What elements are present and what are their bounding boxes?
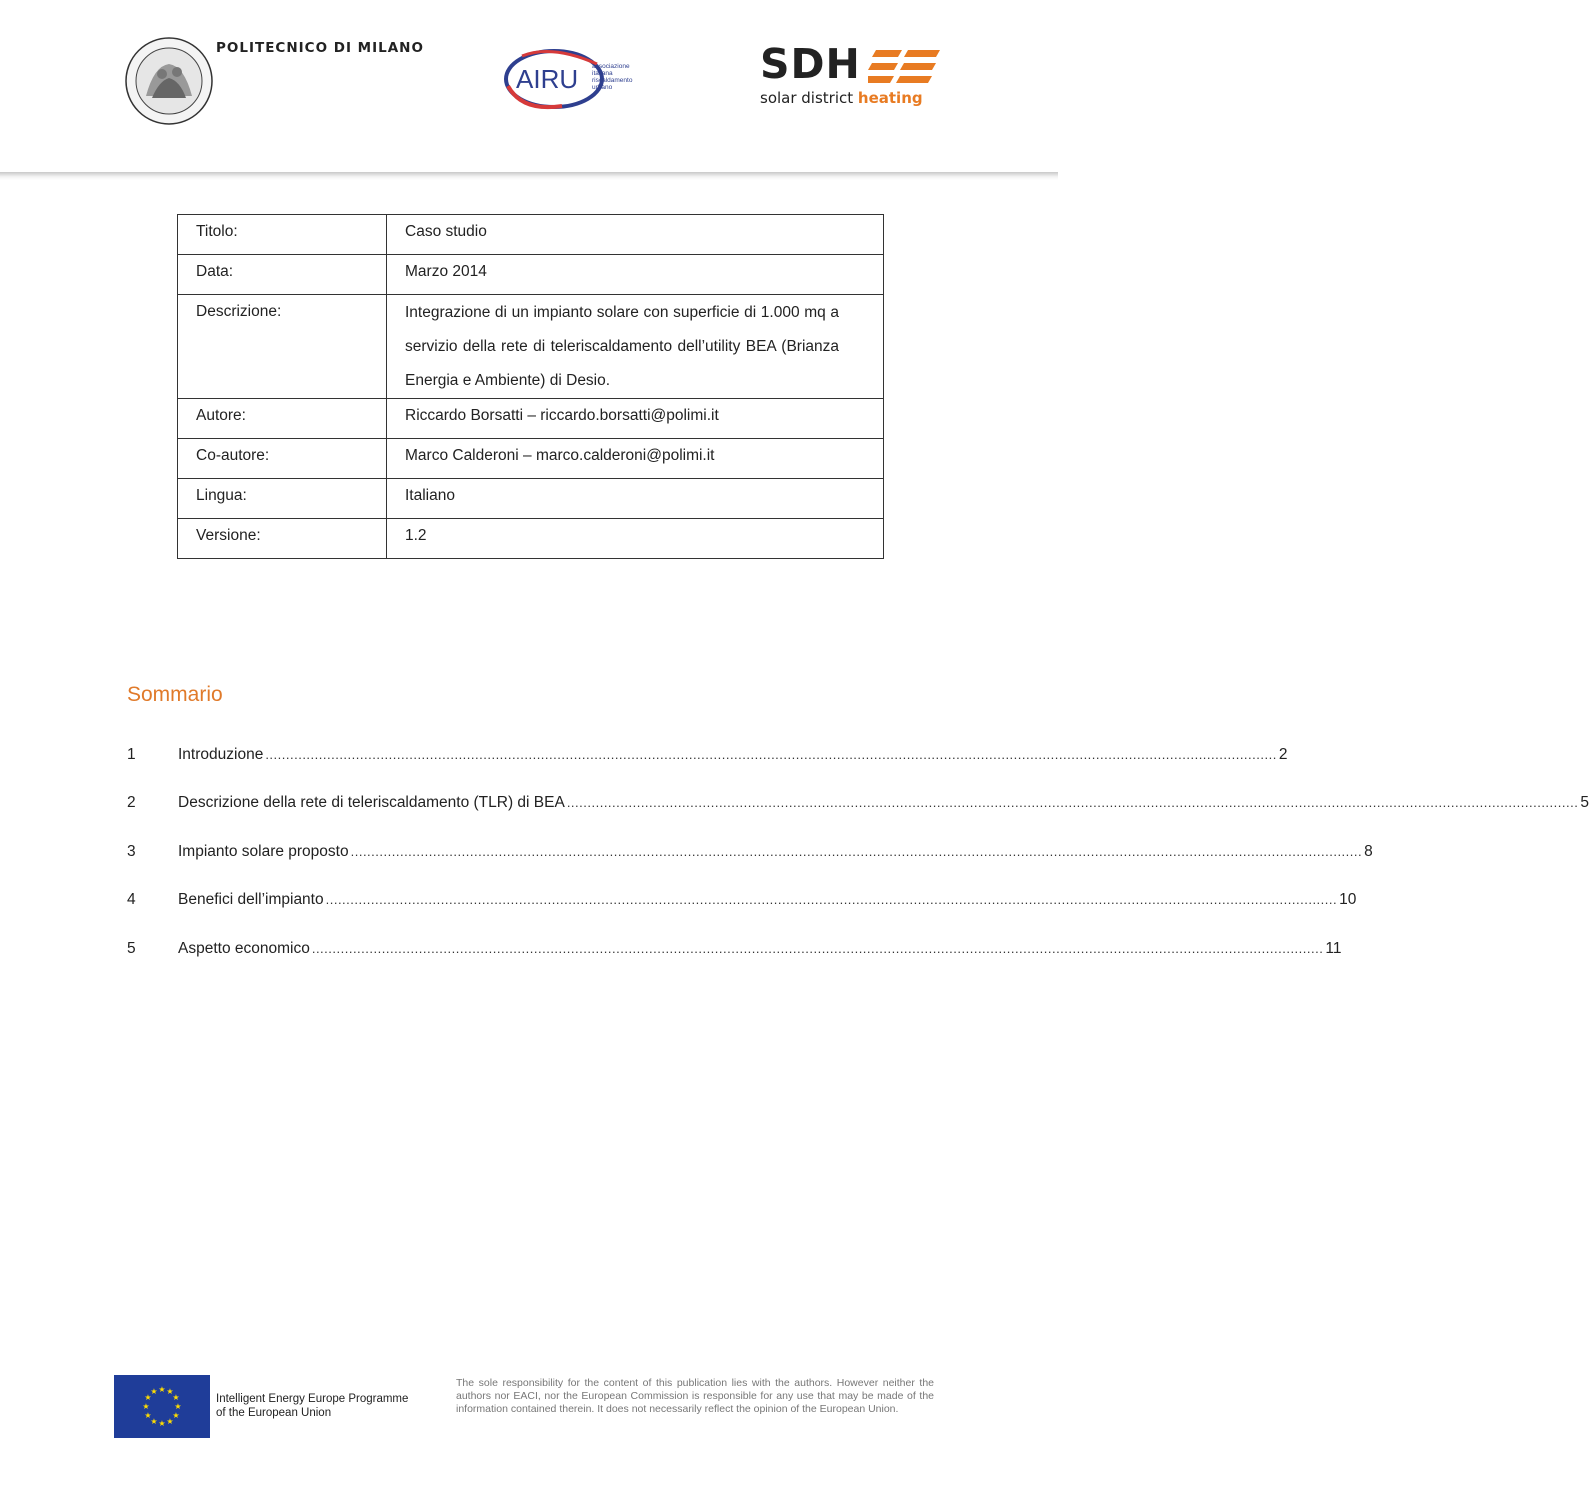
svg-text:★: ★ <box>144 1393 152 1402</box>
sdh-acronym: SDH <box>760 40 861 88</box>
svg-text:★: ★ <box>158 1419 166 1428</box>
toc-entry[interactable] <box>127 940 1342 962</box>
svg-text:★: ★ <box>158 1385 166 1394</box>
svg-text:★: ★ <box>144 1411 152 1420</box>
row-value: Caso studio <box>387 215 884 255</box>
sommario-heading: Sommario <box>127 683 223 706</box>
svg-text:★: ★ <box>150 1387 158 1396</box>
eu-programme-line1: Intelligent Energy Europe Programme <box>216 1393 409 1405</box>
disclaimer-text: The sole responsibility for the content of this publication lies with the authors. However neither the authors nor EACI, nor the European Commission is responsible for any use that may be made of the information contained therein. It does not necessarily reflect the opinion of the European Union. <box>456 1377 934 1415</box>
toc-title: Descrizione della rete di teleriscaldamento (TLR) di BEA <box>178 794 565 811</box>
toc-leader-dots: ...................................................................................................................................................................................................................................................... <box>265 747 1277 762</box>
polimi-logo <box>124 36 424 126</box>
table-row <box>178 215 884 255</box>
toc-leader-dots: ...................................................................................................................................................................................................................................................... <box>325 892 1338 907</box>
airu-tagline-3: riscaldamento <box>592 77 633 84</box>
row-value: Marco Calderoni – marco.calderoni@polimi.it <box>387 439 884 479</box>
sdh-subtitle <box>760 89 923 107</box>
toc-number: 4 <box>127 891 136 908</box>
toc-title: Introduzione <box>178 746 264 763</box>
toc-title: Impianto solare proposto <box>178 843 349 860</box>
svg-text:★: ★ <box>150 1417 158 1426</box>
eu-programme-text <box>216 1392 408 1420</box>
row-label: Titolo: <box>178 215 387 255</box>
polimi-seal-icon <box>124 36 214 126</box>
toc-page-number: 5 <box>1580 794 1589 811</box>
sdh-bars-icon <box>868 50 940 84</box>
toc-page-number: 8 <box>1364 843 1373 860</box>
sdh-subtitle-plain: solar district <box>760 89 858 107</box>
airu-logo <box>502 46 642 112</box>
row-value: Riccardo Borsatti – riccardo.borsatti@polimi.it <box>387 399 884 439</box>
toc-number: 2 <box>127 794 136 811</box>
eu-stars-icon <box>114 1375 210 1438</box>
toc-entry[interactable] <box>127 794 1589 816</box>
airu-acronym: AIRU <box>516 64 579 94</box>
sdh-logo <box>760 40 950 112</box>
toc-page-number: 10 <box>1339 891 1357 908</box>
airu-logo-icon <box>502 46 642 112</box>
toc-number: 3 <box>127 843 136 860</box>
table-row <box>178 255 884 295</box>
table-row <box>178 295 884 399</box>
page-header <box>0 0 1058 175</box>
row-value: Italiano <box>387 479 884 519</box>
polimi-name: POLITECNICO DI MILANO <box>216 40 424 56</box>
toc-number: 5 <box>127 940 136 957</box>
toc-page-number: 2 <box>1278 746 1288 763</box>
svg-text:★: ★ <box>172 1411 180 1420</box>
toc-entry[interactable] <box>127 746 1288 768</box>
header-divider <box>0 172 1058 180</box>
table-row <box>178 519 884 559</box>
row-value: Marzo 2014 <box>387 255 884 295</box>
sdh-subtitle-accent: heating <box>857 89 923 107</box>
airu-tagline-4: urbano <box>592 84 613 91</box>
toc-number: 1 <box>127 746 136 763</box>
toc-leader-dots: ...................................................................................................................................................................................................................................................... <box>350 844 1363 859</box>
table-row <box>178 439 884 479</box>
toc-title: Benefici dell’impianto <box>178 891 324 908</box>
row-label: Versione: <box>178 519 387 559</box>
toc-entry[interactable] <box>127 891 1357 913</box>
svg-text:★: ★ <box>174 1402 182 1411</box>
document-info-table <box>177 214 884 559</box>
table-row <box>178 399 884 439</box>
toc-page-number: 11 <box>1325 940 1342 957</box>
toc-leader-dots: ...................................................................................................................................................................................................................................................... <box>311 941 1324 956</box>
svg-text:★: ★ <box>166 1387 174 1396</box>
page-footer <box>0 1370 1058 1450</box>
row-label: Descrizione: <box>178 295 387 399</box>
table-row <box>178 479 884 519</box>
row-label: Data: <box>178 255 387 295</box>
eu-programme-line2: of the European Union <box>216 1407 332 1419</box>
row-label: Lingua: <box>178 479 387 519</box>
row-value: 1.2 <box>387 519 884 559</box>
svg-text:★: ★ <box>172 1393 180 1402</box>
row-label: Co-autore: <box>178 439 387 479</box>
toc-leader-dots: ...................................................................................................................................................................................................................................................... <box>566 795 1579 810</box>
svg-text:★: ★ <box>166 1417 174 1426</box>
svg-text:★: ★ <box>142 1402 150 1411</box>
toc-entry[interactable] <box>127 843 1373 865</box>
airu-tagline-2: italiana <box>592 70 613 77</box>
row-value: Integrazione di un impianto solare con superficie di 1.000 mq a servizio della rete di teleriscaldamento dell’utility BEA (Brianza Energia e Ambiente) di Desio. <box>387 295 884 399</box>
eu-flag-icon <box>114 1375 210 1438</box>
airu-tagline-1: associazione <box>592 63 630 70</box>
toc-title: Aspetto economico <box>178 940 310 957</box>
row-label: Autore: <box>178 399 387 439</box>
